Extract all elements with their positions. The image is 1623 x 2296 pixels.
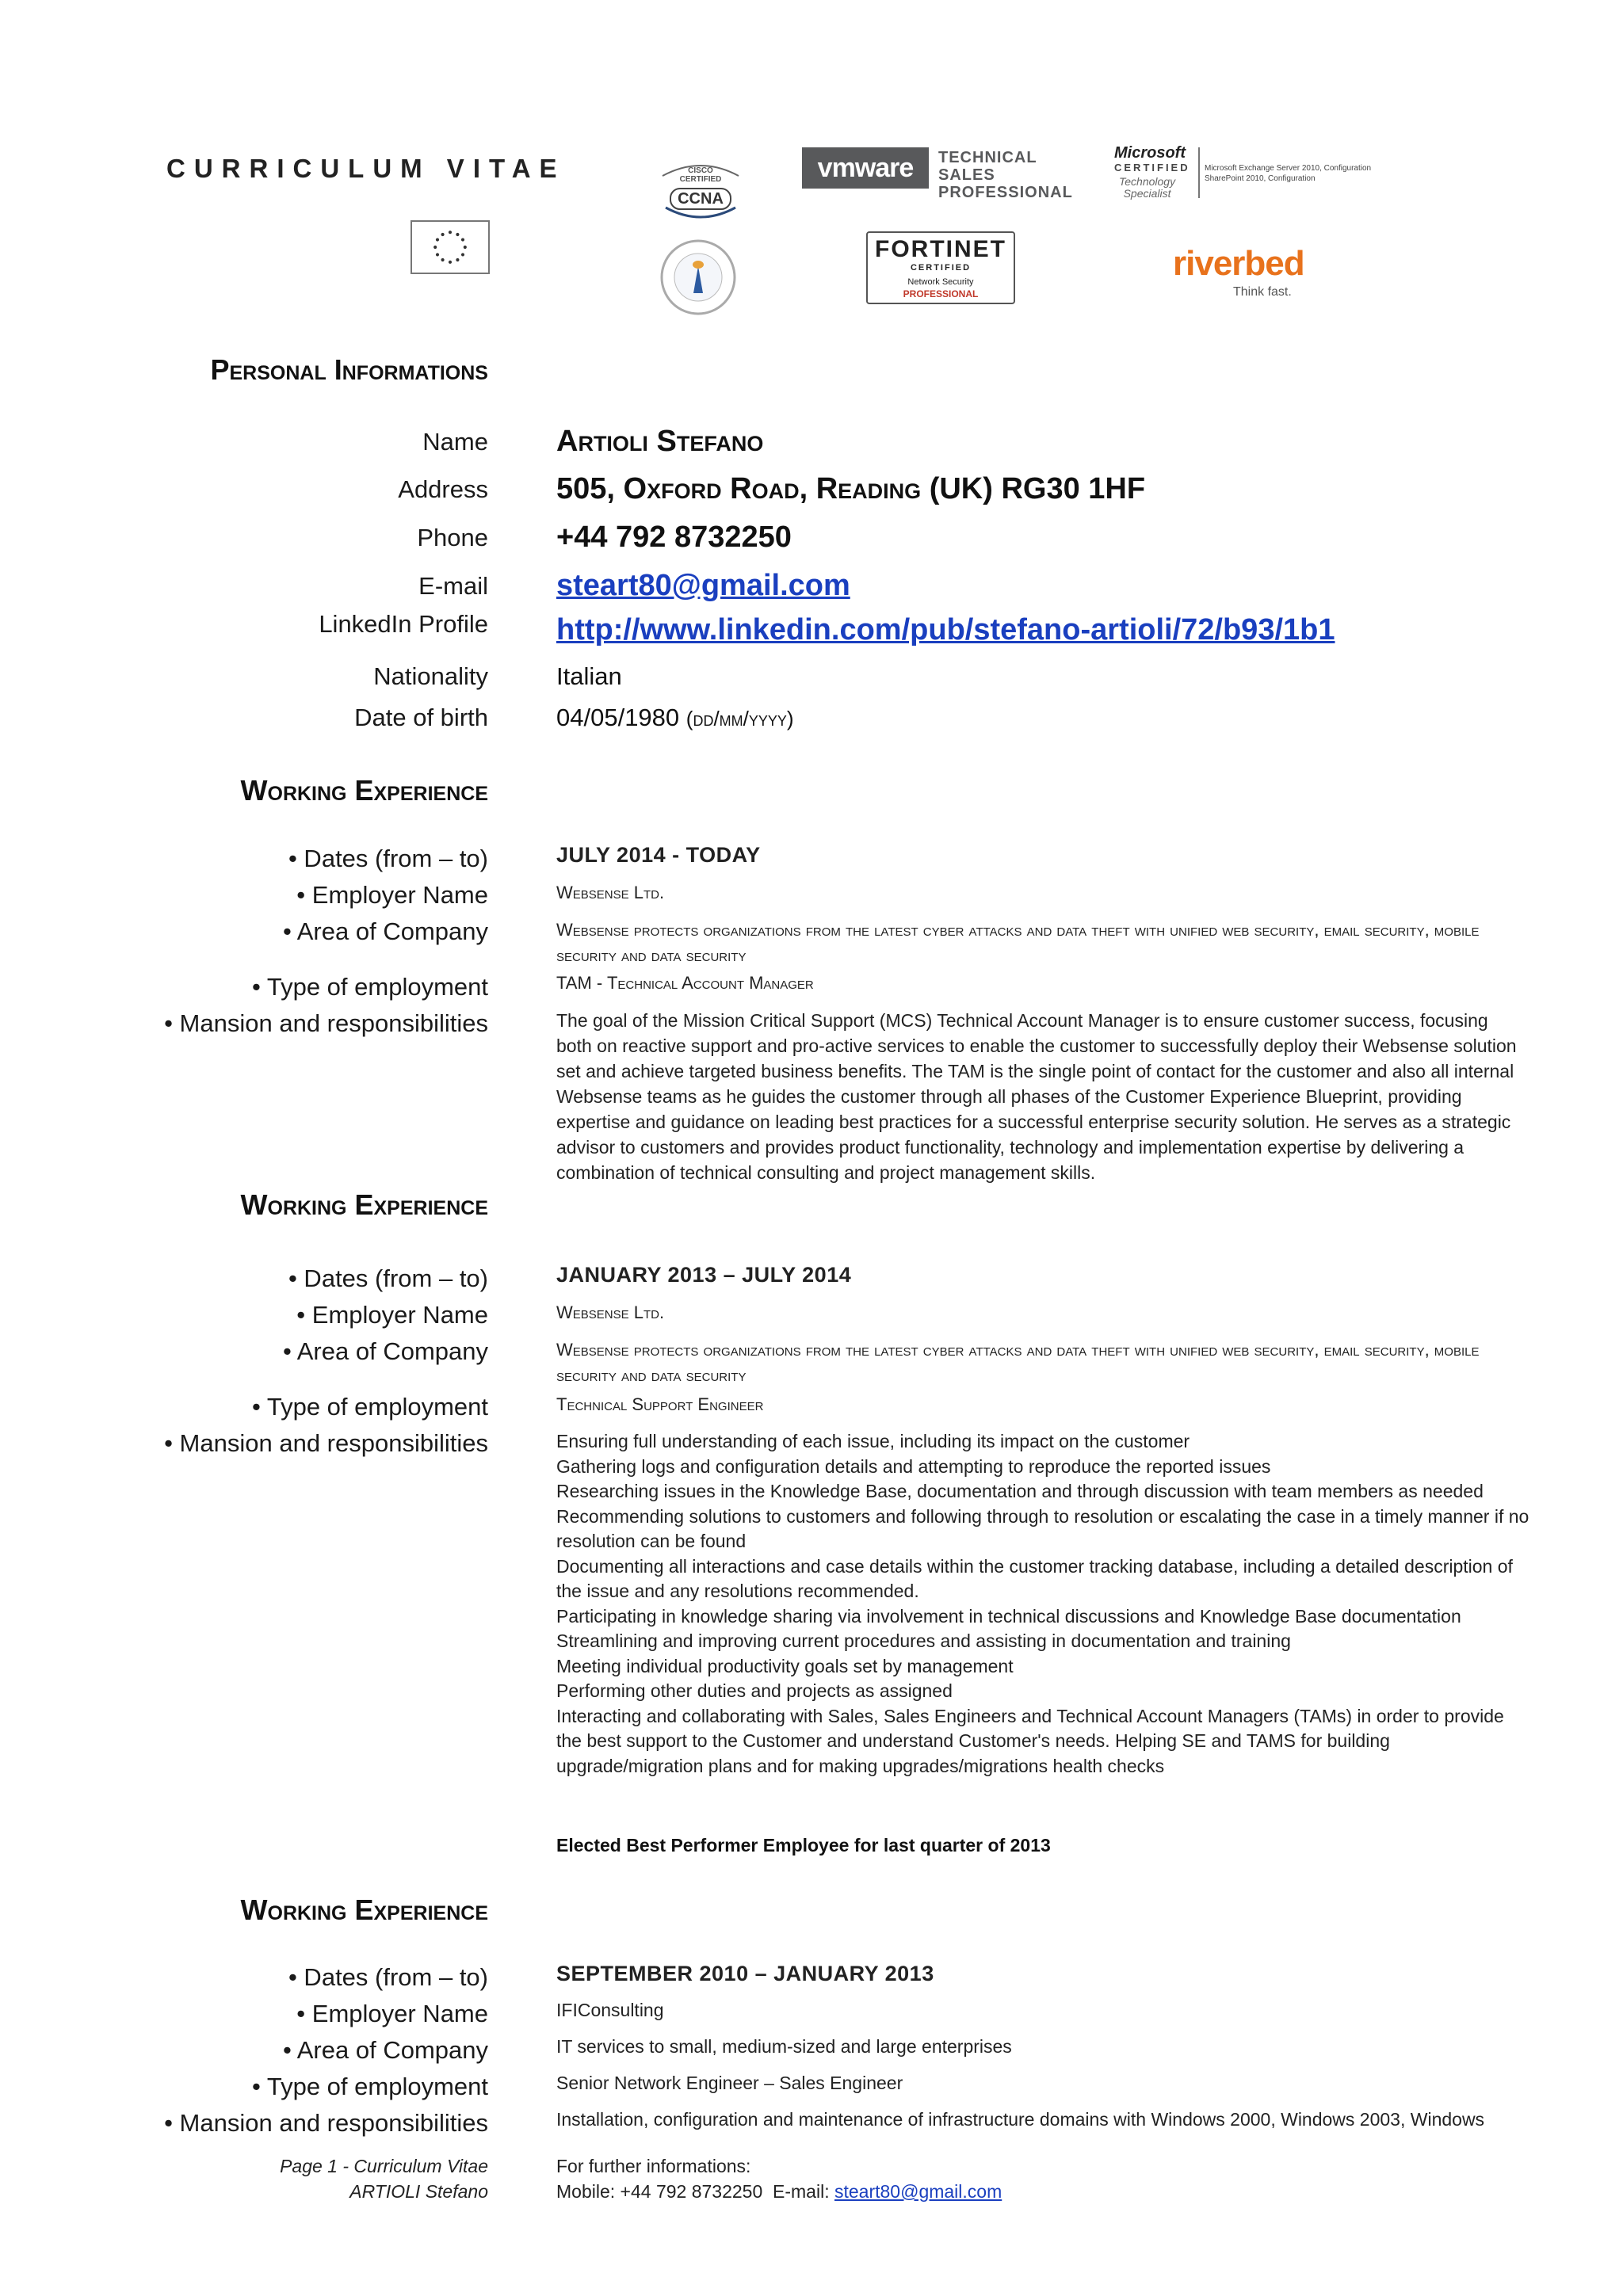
area-label: • Area of Company [283,917,488,945]
type-label: • Type of employment [251,973,488,1001]
exp2-duties-list [556,1429,1531,1779]
email-link[interactable]: steart80@gmail.com [556,569,850,602]
exp3-type: Senior Network Engineer – Sales Engineer [556,2073,903,2093]
working-experience-heading-2: Working Experience [240,1188,488,1221]
address-value: 505, Oxford Road, Reading (UK) RG30 1HF [556,472,1146,505]
name-value: Artioli Stefano [556,425,764,458]
microsoft-tech2: Specialist [1123,187,1171,200]
riverbed-logo [1173,244,1316,299]
ccna-cisco-text: CISCO [688,166,713,175]
microsoft-desc2: SharePoint 2010, Configuration [1205,174,1316,183]
footer-email-link[interactable]: steart80@gmail.com [834,2181,1002,2202]
ccna-text: CCNA [678,190,724,208]
linkedin-label: LinkedIn Profile [319,610,488,638]
footer-contact-line [556,2179,1002,2204]
area-label: • Area of Company [283,1337,488,1365]
exp3-area: IT services to small, medium-sized and large enterprises [556,2036,1012,2057]
vmware-brand: vmware [802,147,929,189]
microsoft-divider [1198,147,1200,198]
duty-item: Streamlining and improving current procedures and assisting in documentation and training [556,1630,1291,1651]
duty-item: Ensuring full understanding of each issue, including its impact on the customer [556,1431,1190,1451]
type-label: • Type of employment [251,2073,488,2100]
nationality-value: Italian [556,662,622,690]
exp3-dates: SEPTEMBER 2010 – JANUARY 2013 [556,1962,934,1985]
exp1-type: TAM - Technical Account Manager [556,973,814,993]
duty-item: Documenting all interactions and case details within the customer tracking database, including a detailed description of the issue and any resolutions recommended. [556,1555,1513,1601]
riverbed-tagline: Think fast. [1233,285,1292,299]
exp2-type: Technical Support Engineer [556,1394,764,1414]
eu-flag-logo [411,220,490,274]
microsoft-certified-logo [1111,144,1396,204]
type-label: • Type of employment [251,1393,488,1421]
fortinet-line2: PROFESSIONAL [903,288,979,299]
duty-item: Gathering logs and configuration details and attempting to reproduce the reported issues [556,1455,1271,1477]
footer-further: For further informations: [556,2156,751,2176]
vmware-logo [802,146,1079,201]
employer-label: • Employer Name [296,881,488,909]
phone-label: Phone [417,524,488,551]
email-label: E-mail [418,572,488,600]
microsoft-certified: CERTIFIED [1114,162,1190,174]
exp2-area: Websense protects organizations from the latest cyber attacks and data theft with unified web security, email security, mobile security and data security [556,1340,1480,1385]
area-label: • Area of Company [283,2036,488,2064]
exp1-area: Websense protects organizations from the latest cyber attacks and data theft with unified web security, email security, mobile security and data security [556,920,1480,965]
ccna-certified-text: CERTIFIED [679,175,722,184]
address-label: Address [398,475,488,503]
exp1-responsibilities: The goal of the Mission Critical Support (MCS) Technical Account Manager is to ensure customer success, focusing both on reactive support and pro-active services to enable the customer to successfully deploy their Websense solution set and achieve targeted business benefits. The TAM is the single point of contact for the customer and also all internal Websense teams as he guides the customer through all phases of the Customer Experience Blueprint, providing expertise and guidance on leading best practices for a successful enterprise security solution. He serves as a strategic advisor to customers and provides product functionality, technology and implementation expertise by delivering a combination of technical consulting and project management skills. [556,1010,1517,1183]
dates-label: • Dates (from – to) [288,1264,488,1292]
exp2-employer: Websense Ltd. [556,1302,665,1322]
exp2-dates: JANUARY 2013 – JULY 2014 [556,1263,852,1287]
mansion-label: • Mansion and responsibilities [164,1009,488,1037]
dates-label: • Dates (from – to) [288,1963,488,1991]
employer-label: • Employer Name [296,1301,488,1329]
footer-page-info [280,2153,488,2204]
duty-item: Performing other duties and projects as assigned [556,1680,953,1701]
microsoft-tech1: Technology [1119,175,1176,188]
duty-item: Participating in knowledge sharing via involvement in technical discussions and Knowledge Base documentation [556,1605,1461,1627]
eu-stars-icon [412,222,488,273]
footer-page-number: Page 1 - Curriculum Vitae [280,2156,488,2176]
dob-format: (dd/mm/yyyy) [685,707,794,730]
footer-contact-prefix: Mobile: +44 792 8732250 E-mail: [556,2181,834,2202]
duty-item: Meeting individual productivity goals set by management [556,1655,1014,1676]
fortinet-certified-logo [866,231,1015,304]
dates-label: • Dates (from – to) [288,845,488,872]
phone-value: +44 792 8732250 [556,521,792,554]
mansion-label: • Mansion and responsibilities [164,2109,488,2137]
triton-certified-badge [654,238,743,317]
fortinet-line1: Network Security [907,277,974,287]
vmware-line2: PROFESSIONAL [938,184,1073,201]
footer-name: ARTIOLI Stefano [349,2181,488,2202]
mansion-label: • Mansion and responsibilities [164,1429,488,1457]
dob-date: 04/05/1980 [556,704,680,731]
footer-contact [556,2153,1002,2204]
exp3-employer: IFIConsulting [556,2000,664,2020]
working-experience-heading-3: Working Experience [240,1894,488,1926]
employer-label: • Employer Name [296,2000,488,2027]
cv-title: CURRICULUM VITAE [166,154,566,183]
dob-value [556,704,794,732]
microsoft-brand: Microsoft [1114,144,1186,162]
duty-item: Recommending solutions to customers and following through to resolution or escalating the case in a timely manner if no resolution can be found [556,1505,1529,1551]
exp1-dates: JULY 2014 - TODAY [556,843,761,867]
exp1-employer: Websense Ltd. [556,883,665,902]
name-label: Name [422,428,488,456]
nationality-label: Nationality [373,662,488,690]
fortinet-brand: FORTINET [875,236,1006,262]
linkedin-link[interactable]: http://www.linkedin.com/pub/stefano-artioli/72/b93/1b1 [556,613,1335,646]
fortinet-certified: CERTIFIED [910,263,972,273]
ccna-logo [655,160,747,220]
exp2-award-note: Elected Best Performer Employee for last quarter of 2013 [556,1835,1051,1855]
dob-label: Date of birth [354,704,488,731]
duty-item: Interacting and collaborating with Sales, Sales Engineers and Technical Account Managers (TAMs) in order to provide the best support to the Customer and understand Customer's needs. Helping SE and TAMS for building upgrade/migration plans and for making upgrades/migrations health checks [556,1705,1504,1776]
exp3-responsibilities: Installation, configuration and maintenance of infrastructure domains with Windows 2000, Windows 2003, Windows [556,2109,1485,2130]
vmware-line1: TECHNICAL SALES [938,149,1037,184]
microsoft-desc1: Microsoft Exchange Server 2010, Configuration [1205,164,1372,173]
duty-item: Researching issues in the Knowledge Base, documentation and through discussion with team members as needed [556,1481,1484,1501]
working-experience-heading-1: Working Experience [240,774,488,807]
riverbed-brand: riverbed [1173,244,1304,283]
personal-info-heading: Personal Informations [210,353,488,386]
